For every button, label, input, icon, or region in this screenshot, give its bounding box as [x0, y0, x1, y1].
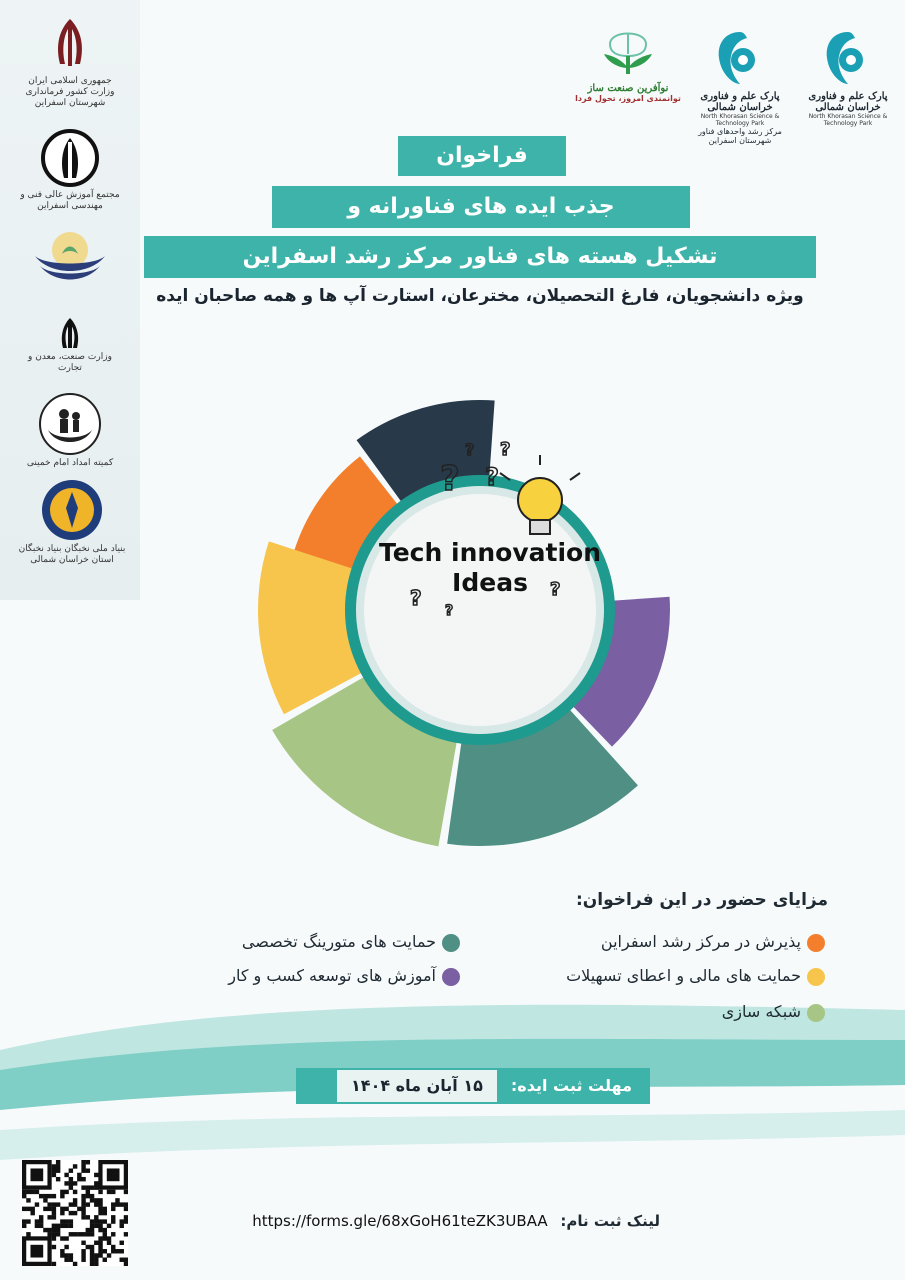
- center-line-2: Ideas: [452, 568, 528, 597]
- benefit-item: پذیرش در مرکز رشد اسفراین: [601, 932, 825, 952]
- question-mark-icon: ?: [410, 586, 422, 610]
- title-banner-1: فراخوان: [398, 136, 566, 176]
- center-text: [340, 538, 640, 598]
- sidebar: [0, 0, 140, 600]
- logo-science-park: [798, 28, 898, 127]
- ring-graphic: [200, 330, 760, 890]
- sun-ribbon-icon: [30, 226, 110, 290]
- sidebar-logo-relief-committee: [20, 392, 120, 469]
- subtitle: ویژه دانشجویان، فارغ التحصیلان، مخترعان، استارت آپ ها و همه صاحبان ایده: [156, 286, 804, 306]
- science-park-icon: [713, 28, 767, 88]
- logo-noafarin-name: نوآفرین صنعت ساز: [587, 83, 669, 94]
- bullet-dot-icon: [442, 968, 460, 986]
- benefit-item: حمایت های مالی و اعطای تسهیلات: [566, 966, 825, 986]
- center-line-1: Tech innovation: [378, 538, 601, 567]
- sidebar-caption-1: جمهوری اسلامی ایران وزارت کشور فرمانداری شهرستان اسفراین: [25, 76, 115, 108]
- registration-url[interactable]: https://forms.gle/68xGoH61teZK3UBAA: [252, 1212, 548, 1230]
- question-mark-icon: ?: [550, 579, 561, 600]
- registration-link-row: [140, 1212, 660, 1230]
- deadline-label: مهلت ثبت ایده:: [510, 1076, 632, 1095]
- bullet-dot-icon: [442, 934, 460, 952]
- science-park-icon: [821, 28, 875, 88]
- emblem-icon: [52, 316, 88, 350]
- sidebar-logo-elites-foundation: [10, 478, 134, 566]
- sidebar-logo-organization: [20, 226, 120, 292]
- logo-b-subtitle: North Khorasan Science & Technology Park: [700, 113, 780, 127]
- brain-leaf-icon: [600, 22, 656, 80]
- sidebar-logo-industry-ministry: [20, 316, 120, 374]
- emblem-icon: [45, 14, 95, 74]
- title-banner-2: جذب ایده های فناورانه و: [272, 186, 690, 228]
- benefits-title: مزایای حضور در این فراخوان:: [576, 890, 828, 910]
- logo-noafarin-tagline: توانمندی امروز، تحول فردا: [575, 94, 681, 103]
- sidebar-logo-interior-ministry: [20, 14, 120, 109]
- benefit-item: شبکه سازی: [722, 1002, 825, 1022]
- title-banner-3: تشکیل هسته های فناور مرکز رشد اسفراین: [144, 236, 816, 278]
- question-mark-icon: ?: [465, 440, 475, 459]
- question-mark-icon: ?: [445, 603, 454, 619]
- logo-science-park-growth-center: [686, 28, 794, 145]
- benefit-item: آموزش های توسعه کسب و کار: [228, 966, 460, 986]
- registration-label: لینک ثبت نام:: [560, 1212, 660, 1230]
- sidebar-logo-higher-education: [20, 128, 120, 212]
- sidebar-caption-4: وزارت صنعت، معدن و تجارت: [28, 352, 112, 373]
- question-mark-icon: ?: [485, 463, 499, 491]
- logo-b-caption: مرکز رشد واحدهای فناور شهرستان اسفراین: [698, 127, 782, 145]
- bullet-dot-icon: [807, 1004, 825, 1022]
- benefit-item: حمایت های متورینگ تخصصی: [242, 932, 460, 952]
- sidebar-caption-6: بنیاد ملی نخبگان بنیاد نخبگان استان خراسان شمالی: [18, 544, 126, 565]
- sidebar-caption-2: مجتمع آموزش عالی فنی و مهندسی اسفراین: [20, 190, 120, 211]
- qr-code[interactable]: [22, 1160, 128, 1266]
- sidebar-caption-5: کمیته امداد امام خمینی: [26, 458, 114, 468]
- elites-emblem-icon: [40, 478, 104, 542]
- logo-c-subtitle: North Khorasan Science & Technology Park: [808, 113, 888, 127]
- logo-c-name: پارک علم و فناوری خراسان شمالی: [808, 91, 888, 113]
- education-emblem-icon: [40, 128, 100, 188]
- deadline-value: ۱۵ آبان ماه ۱۴۰۴: [337, 1070, 497, 1102]
- logo-noafarin: [570, 22, 686, 103]
- question-mark-icon: ?: [440, 459, 460, 499]
- logo-b-name: پارک علم و فناوری خراسان شمالی: [700, 91, 780, 113]
- deadline-inner: [306, 1070, 646, 1102]
- question-mark-icon: ?: [500, 439, 511, 460]
- deadline-bar: [296, 1068, 650, 1104]
- center-disc: [364, 494, 596, 726]
- bullet-dot-icon: [807, 968, 825, 986]
- bullet-dot-icon: [807, 934, 825, 952]
- hands-family-icon: [38, 392, 102, 456]
